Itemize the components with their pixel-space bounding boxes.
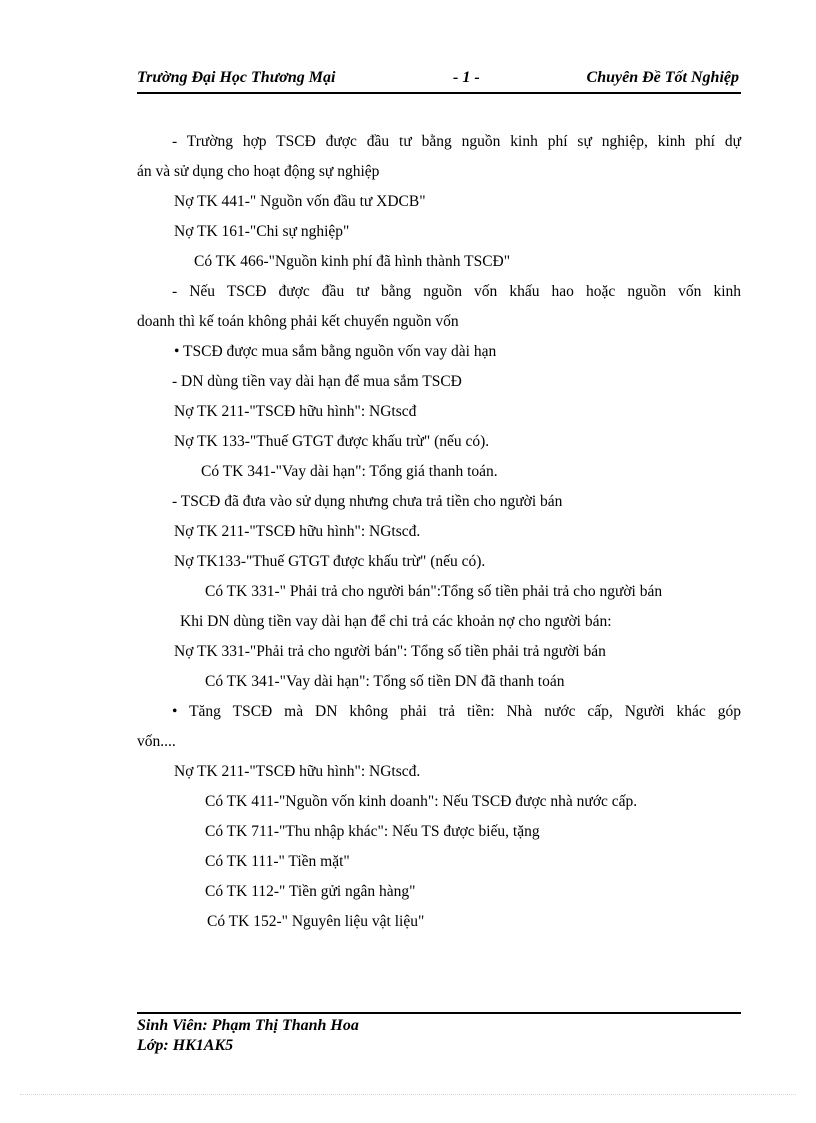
journal-entry-debit: Nợ TK 211-"TSCĐ hữu hình": NGtscđ. <box>174 523 421 540</box>
paragraph-line: Khi DN dùng tiền vay dài hạn để chi trả các khoản nợ cho người bán: <box>180 613 612 630</box>
header-page-number: - 1 - <box>453 69 480 86</box>
journal-entry-credit: Có TK 152-" Nguyên liệu vật liệu" <box>207 913 425 930</box>
paragraph-line: vốn.... <box>137 733 176 750</box>
bullet-heading: • Tăng TSCĐ mà DN không phải trả tiền: Nhà nước cấp, Người khác góp <box>172 703 741 720</box>
journal-entry-debit: Nợ TK 211-"TSCĐ hữu hình": NGtscđ <box>174 403 417 420</box>
page-header <box>137 66 741 94</box>
journal-entry-debit: Nợ TK 441-" Nguồn vốn đầu tư XDCB" <box>174 193 426 210</box>
journal-entry-debit: Nợ TK 211-"TSCĐ hữu hình": NGtscđ. <box>174 763 421 780</box>
paragraph-line: doanh thì kế toán không phải kết chuyển nguồn vốn <box>137 313 459 330</box>
footer-divider <box>137 1012 741 1014</box>
paragraph-line: - DN dùng tiền vay dài hạn để mua sắm TSCĐ <box>172 373 462 390</box>
journal-entry-credit: Có TK 112-" Tiền gửi ngân hàng" <box>205 883 416 900</box>
bullet-heading: • TSCĐ được mua sắm bằng nguồn vốn vay dài hạn <box>174 343 497 360</box>
paragraph-line: - Trường hợp TSCĐ được đầu tư bằng nguồn kinh phí sự nghiệp, kinh phí dự <box>172 133 741 150</box>
journal-entry-debit: Nợ TK 161-"Chi sự nghiệp" <box>174 223 350 240</box>
journal-entry-debit: Nợ TK 133-"Thuế GTGT được khấu trừ" (nếu có). <box>174 433 490 450</box>
journal-entry-credit: Có TK 341-"Vay dài hạn": Tổng số tiền DN đã thanh toán <box>205 673 565 690</box>
paragraph-line: - TSCĐ đã đưa vào sử dụng nhưng chưa trả tiền cho người bán <box>172 493 563 510</box>
page-footer <box>137 1016 359 1056</box>
footer-student-name: Sinh Viên: Phạm Thị Thanh Hoa <box>137 1017 359 1034</box>
page-bottom-border <box>20 1094 796 1095</box>
paragraph-line: - Nếu TSCĐ được đầu tư bằng nguồn vốn khấu hao hoặc nguồn vốn kinh <box>172 283 741 300</box>
journal-entry-debit: Nợ TK 331-"Phải trả cho người bán": Tổng số tiền phải trả người bán <box>174 643 606 660</box>
paragraph-line: án và sử dụng cho hoạt động sự nghiệp <box>137 163 380 180</box>
journal-entry-credit: Có TK 466-"Nguồn kinh phí đã hình thành TSCĐ" <box>194 253 511 270</box>
journal-entry-credit: Có TK 341-"Vay dài hạn": Tổng giá thanh toán. <box>201 463 498 480</box>
header-school: Trường Đại Học Thương Mại <box>137 69 336 86</box>
footer-class: Lớp: HK1AK5 <box>137 1037 234 1054</box>
journal-entry-debit: Nợ TK133-"Thuế GTGT được khấu trừ" (nếu có). <box>174 553 486 570</box>
journal-entry-credit: Có TK 711-"Thu nhập khác": Nếu TS được biếu, tặng <box>205 823 540 840</box>
journal-entry-credit: Có TK 411-"Nguồn vốn kinh doanh": Nếu TSCĐ được nhà nước cấp. <box>205 793 638 810</box>
header-document-title: Chuyên Đề Tốt Nghiệp <box>586 69 739 86</box>
journal-entry-credit: Có TK 331-" Phải trả cho người bán":Tổng số tiền phải trả cho người bán <box>205 583 663 600</box>
journal-entry-credit: Có TK 111-" Tiền mặt" <box>205 853 350 870</box>
